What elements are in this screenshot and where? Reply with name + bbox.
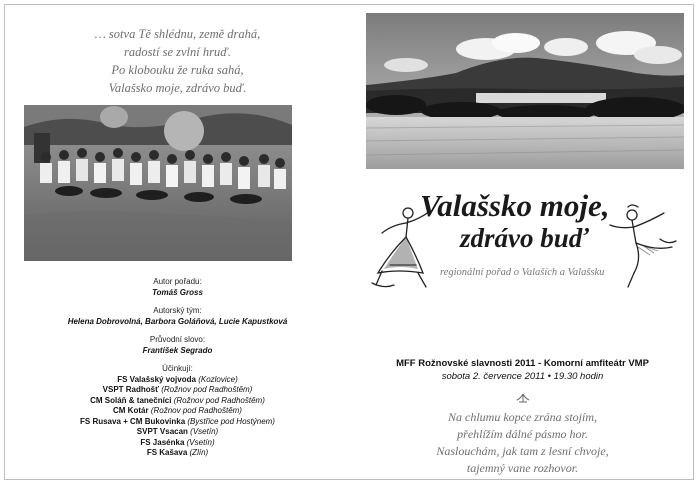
performer-name: VSPT Radhošť	[102, 385, 159, 394]
title-line-1: Valašsko moje,	[420, 188, 610, 223]
performer-place: (Rožnov pod Radhoštěm)	[173, 395, 265, 405]
performers-heading: Účinkují:	[162, 364, 193, 373]
performer-item	[5, 406, 350, 417]
event-venue: MFF Rožnovské slavnosti 2011 - Komorní amfiteátr VMP	[396, 358, 649, 369]
poem-line: Valašsko moje, zdrávo buď.	[108, 81, 247, 95]
author-name: Tomáš Gross	[152, 287, 203, 297]
performer-item	[5, 385, 350, 396]
poem-line: radostí se zvlní hruď.	[124, 45, 231, 59]
poem-line: Po klobouku že ruka sahá,	[111, 63, 244, 77]
folk-ensemble-photo	[24, 105, 292, 261]
performer-place: (Vsetín)	[190, 427, 219, 436]
poem-top	[5, 25, 350, 97]
dancer-man-illustration	[602, 203, 682, 295]
poem-line: Naslouchám, jak tam z lesní chvoje,	[436, 444, 609, 458]
team-heading: Autorský tým:	[153, 306, 202, 315]
programme-sheet	[4, 4, 694, 480]
event-date: sobota 2. července 2011 • 19.30 hodin	[441, 371, 604, 382]
narration-heading: Průvodní slovo:	[149, 335, 206, 344]
landscape-photo	[366, 13, 684, 169]
right-page	[350, 5, 695, 479]
performer-item	[5, 396, 350, 407]
performer-name: FS Valašský vojvoda	[117, 374, 196, 384]
decorative-flourish-icon	[515, 392, 531, 404]
performer-item	[5, 417, 350, 428]
performer-item	[5, 448, 350, 459]
poem-line: přehlížím dálné pásmo hor.	[457, 427, 588, 441]
performer-item	[5, 427, 350, 438]
event-info	[350, 357, 695, 383]
performer-place: (Zlín)	[189, 448, 209, 457]
poem-line: Na chlumu kopce zrána stojím,	[448, 410, 597, 424]
performer-name: FS Rusava + CM Bukovinka	[80, 416, 186, 426]
title-line-2: zdrávo buď	[460, 223, 589, 253]
performer-place: (Vsetín)	[186, 437, 215, 447]
credits	[5, 277, 350, 459]
performer-name: FS Jasénka	[140, 437, 185, 447]
narration-name: František Segrado	[142, 345, 213, 355]
poem-line: tajemný vane rozhovor.	[466, 461, 579, 475]
performer-place: (Bystřice pod Hostýnem)	[187, 416, 275, 426]
performer-name: CM Kotár	[113, 406, 149, 415]
performer-name: CM Soláň & tanečníci	[90, 395, 172, 405]
performer-item	[5, 438, 350, 449]
team-names: Helena Dobrovolná, Barbora Goláňová, Lucie Kapustková	[67, 316, 288, 326]
performer-place: (Kozlovice)	[198, 374, 238, 384]
performer-item	[5, 375, 350, 386]
author-heading: Autor pořadu:	[153, 277, 202, 286]
poem-bottom	[350, 409, 695, 477]
performer-place: (Rožnov pod Radhoštěm)	[150, 406, 242, 415]
performer-place: (Rožnov pod Radhoštěm)	[161, 385, 253, 394]
poem-line: … sotva Tě shlédnu, země drahá,	[94, 27, 261, 41]
performer-name: SVPT Vsacan	[136, 427, 188, 436]
performer-name: FS Kašava	[146, 448, 188, 457]
subtitle: regionální pořad o Valaších a Valašsku	[440, 267, 605, 278]
left-page	[5, 5, 350, 479]
